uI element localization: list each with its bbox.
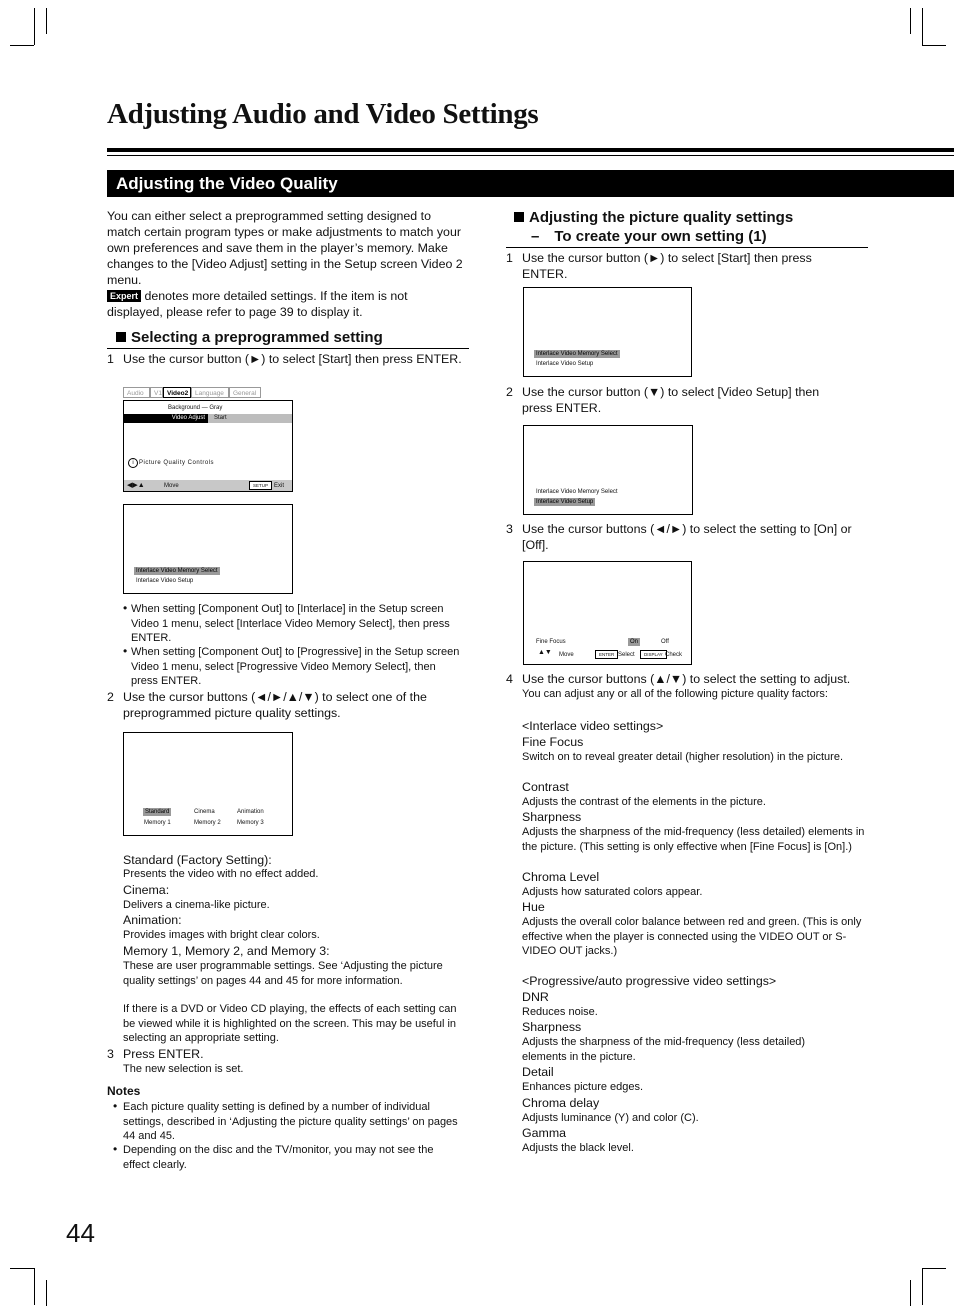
crop-mark (46, 8, 47, 34)
subsection-subheading-text: To create your own setting (1) (554, 228, 767, 245)
step-text: Use the cursor buttons (◄/►/▲/▼) to select one of the preprogrammed picture quality settings. (123, 690, 427, 720)
start-option: Start (214, 415, 227, 421)
crop-mark (34, 8, 35, 45)
preset-animation: Animation (237, 809, 264, 815)
subsection-subheading (531, 227, 767, 246)
bullet-dot: • (113, 1099, 118, 1113)
cursor-arrows-icon: ◀▶▲ (127, 482, 145, 489)
move-label: Move (559, 652, 574, 658)
preset-memory3: Memory 3 (237, 820, 264, 826)
row-label: Background (168, 405, 201, 411)
step-text: Use the cursor button (►) to select [Start] then press ENTER. (123, 352, 462, 366)
definition-term: Memory 1, Memory 2, and Memory 3: (123, 944, 330, 958)
fine-focus-label: Fine Focus (536, 639, 566, 645)
row-separator: — (201, 405, 208, 411)
setting-term: Sharpness (522, 1020, 582, 1034)
setting-term: Chroma delay (522, 1096, 600, 1110)
subsection-heading-text: Selecting a preprogrammed setting (131, 329, 383, 346)
title-rule-thin (107, 155, 954, 156)
crop-mark (910, 1280, 911, 1306)
menu-item-video-setup: Interlace Video Setup (136, 578, 194, 584)
tab-video2: Video2 (163, 387, 191, 398)
subsection-heading-text: Adjusting the picture quality settings (529, 209, 794, 226)
step-text: Use the cursor buttons (◄/►) to select the setting to [On] or [Off]. (522, 522, 852, 552)
step-number: 3 (506, 522, 513, 536)
setting-term: Gamma (522, 1126, 567, 1140)
intro-paragraph: You can either select a preprogrammed setting designed to match certain program types or make adjustments to match your own preferences and save them in the player’s memory. Make changes to the [Video Adjust] setting in the Setup screen Video 2 menu. (107, 209, 463, 287)
preset-memory1: Memory 1 (144, 820, 171, 826)
settings-group-heading: <Interlace video settings> (522, 719, 664, 733)
step-text: Use the cursor buttons (▲/▼) to select the setting to adjust. (522, 672, 851, 686)
expert-badge: Expert (107, 290, 141, 302)
setting-description: Reduces noise. (522, 1006, 598, 1018)
setting-description: Adjusts the overall color balance between red and green. (This is only effective when the player is connected using the VIDEO OUT or S-VIDEO OUT jacks.) (522, 916, 862, 958)
expert-note-text: denotes more detailed settings. If the item is not displayed, please refer to page 39 to display it. (107, 289, 408, 319)
square-bullet-icon (116, 332, 126, 342)
move-label: Move (164, 483, 179, 489)
step-number: 2 (506, 385, 513, 399)
definition-term: Animation: (123, 913, 182, 927)
heading-dash: – (531, 228, 540, 245)
interlace-menu-screen-1 (523, 287, 692, 377)
tab-language: Language (191, 387, 229, 398)
setup-screen (123, 387, 293, 492)
page-number: 44 (66, 1218, 95, 1248)
setting-term: Chroma Level (522, 870, 600, 884)
menu-item-memory-select: Interlace Video Memory Select (536, 351, 618, 357)
crop-mark (922, 45, 946, 46)
heading-rule (107, 348, 469, 349)
setting-description: Adjusts the black level. (522, 1142, 634, 1154)
heading-rule (506, 247, 868, 248)
interlace-menu-screen (123, 504, 293, 594)
note-text: Depending on the disc and the TV/monitor, you may not see the effect clearly. (123, 1144, 434, 1171)
dvd-note: If there is a DVD or Video CD playing, the effects of each setting can be viewed while it is highlighted on the screen. This may be useful in selecting an appropriate setting. (123, 1003, 457, 1045)
bullet-dot: • (113, 1142, 118, 1156)
notes-heading: Notes (107, 1084, 141, 1098)
setting-term: Hue (522, 900, 545, 914)
display-button-label: DISPLAY (640, 650, 667, 659)
video-adjust-row (124, 414, 292, 423)
menu-item-memory-select: Interlace Video Memory Select (536, 489, 618, 495)
setting-description: Switch on to reveal greater detail (higher resolution) in the picture. (522, 751, 844, 763)
step-number: 2 (107, 690, 114, 704)
video-adjust-label: Video Adjust (124, 414, 208, 423)
preset-cinema: Cinema (194, 809, 215, 815)
step-number: 3 (107, 1047, 114, 1061)
option-on: On (630, 639, 639, 645)
preset-memory2: Memory 2 (194, 820, 221, 826)
definition-term: Standard (Factory Setting): (123, 853, 272, 867)
crop-mark (922, 8, 923, 45)
settings-group-heading: <Progressive/auto progressive video settings> (522, 974, 777, 988)
setting-description: Adjusts how saturated colors appear. (522, 886, 703, 898)
fine-focus-screen (523, 561, 692, 665)
tab-audio: Audio (123, 387, 150, 398)
row-value: Gray (209, 405, 223, 411)
bullet-dot: • (123, 601, 128, 615)
step-number: 1 (107, 352, 114, 366)
setup-button-label: SETUP (249, 481, 272, 490)
setting-term: Contrast (522, 780, 569, 794)
expert-note (107, 288, 463, 320)
bullet-dot: • (123, 644, 128, 658)
setting-description: Adjusts the sharpness of the mid-frequency (less detailed) elements in the picture. (522, 1036, 806, 1063)
up-down-arrows-icon: ▲▼ (538, 649, 552, 656)
tab-general: General (229, 387, 261, 398)
setting-term: Detail (522, 1065, 554, 1079)
crop-mark (46, 1280, 47, 1306)
step-text: Use the cursor button (▼) to select [Video Setup] then press ENTER. (522, 385, 820, 415)
menu-item-video-setup: Interlace Video Setup (536, 361, 594, 367)
preset-standard: Standard (145, 809, 170, 815)
square-bullet-icon (514, 212, 524, 222)
presets-screen (123, 732, 293, 836)
setting-description: Adjusts the sharpness of the mid-frequency (less detailed) elements in the picture. (This setting is only effective when [Fine Focus] is [On].) (522, 826, 865, 853)
select-label: Select (618, 652, 635, 658)
definition-text: Delivers a cinema-like picture. (123, 899, 270, 911)
interlace-menu-screen-2 (523, 425, 693, 515)
setting-description: Enhances picture edges. (522, 1081, 644, 1093)
exit-label: Exit (274, 483, 285, 489)
step-number: 1 (506, 251, 513, 265)
crop-mark (922, 1268, 923, 1305)
definition-text: These are user programmable settings. See ‘Adjusting the picture quality settings’ on pages 44 and 45 for more information. (123, 960, 443, 987)
setting-description: Adjusts the contrast of the elements in the picture. (522, 796, 766, 808)
menu-item-memory-select: Interlace Video Memory Select (136, 568, 218, 574)
setting-term: Sharpness (522, 810, 582, 824)
title-rule (107, 148, 954, 152)
enter-button-label: ENTER (595, 650, 618, 659)
crop-mark (910, 8, 911, 34)
background-row (168, 404, 222, 412)
bullet-text: When setting [Component Out] to [Progressive] in the Setup screen Video 1 menu, select [Progressive Video Memory Select], then press ENTER. (131, 646, 460, 688)
footer-bar (124, 480, 292, 491)
info-text: Picture Quality Controls (139, 460, 215, 466)
info-icon: i (128, 458, 138, 468)
definition-term: Cinema: (123, 883, 170, 897)
check-label: Check (665, 652, 683, 658)
section-heading: Adjusting the Video Quality (107, 170, 954, 197)
setting-term: DNR (522, 990, 549, 1004)
bullet-text: When setting [Component Out] to [Interlace] in the Setup screen Video 1 menu, select [Interlace Video Memory Select], then press ENTER. (131, 603, 450, 645)
menu-item-video-setup: Interlace Video Setup (536, 499, 594, 505)
crop-mark (10, 1268, 34, 1269)
definition-text: Presents the video with no effect added. (123, 868, 319, 880)
note-text: Each picture quality setting is defined by a number of individual settings, described in ‘Adjusting the picture quality settings’ on pages 44 and 45. (123, 1101, 458, 1143)
step-detail: The new selection is set. (123, 1063, 244, 1075)
option-off: Off (661, 639, 669, 645)
page-title: Adjusting Audio and Video Settings (107, 98, 539, 130)
step-number: 4 (506, 672, 513, 686)
crop-mark (34, 1268, 35, 1305)
step-text: Use the cursor button (►) to select [Start] then press ENTER. (522, 251, 812, 281)
crop-mark (10, 45, 34, 46)
setup-panel (123, 400, 293, 492)
definition-text: Provides images with bright clear colors. (123, 929, 320, 941)
tab-video1: V1 (150, 387, 163, 398)
step-text: Press ENTER. (123, 1047, 204, 1061)
subsection-heading (514, 208, 793, 227)
step-detail: You can adjust any or all of the following picture quality factors: (522, 688, 828, 700)
setting-description: Adjusts luminance (Y) and color (C). (522, 1112, 699, 1124)
setting-term: Fine Focus (522, 735, 584, 749)
subsection-heading (116, 328, 383, 347)
crop-mark (922, 1268, 946, 1269)
